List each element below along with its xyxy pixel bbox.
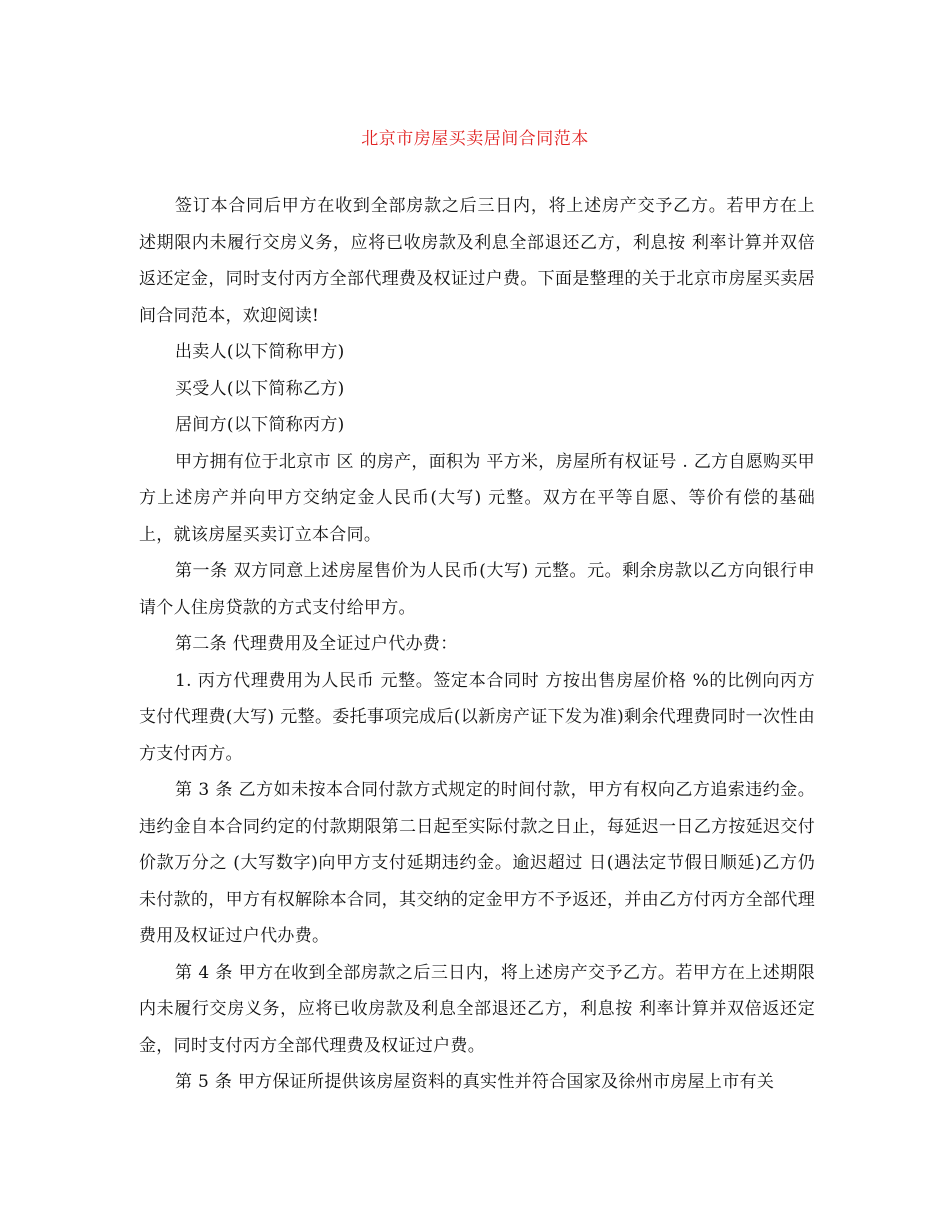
article-4-paragraph: 第 4 条 甲方在收到全部房款之后三日内，将上述房产交予乙方。若甲方在上述期限内未履行交房义务，应将已收房款及利息全部退还乙方，利息按 利率计算并双倍返还定金，同时支付丙方全部代理费及权证过户费。 — [139, 962, 815, 1056]
broker-line: 居间方(以下简称丙方) — [175, 415, 345, 435]
article-1-paragraph: 第一条 双方同意上述房屋售价为人民币(大写) 元整。元。剩余房款以乙方向银行申请个人住房贷款的方式支付给甲方。 — [139, 561, 815, 618]
property-paragraph: 甲方拥有位于北京市 区 的房产，面积为 平方米，房屋所有权证号 . 乙方自愿购买甲方上述房产并向甲方交纳定金人民币(大写) 元整。双方在平等自愿、等价有偿的基础上，就该房屋买卖订立本合同。 — [139, 451, 815, 545]
intro-paragraph: 签订本合同后甲方在收到全部房款之后三日内，将上述房产交予乙方。若甲方在上述期限内未履行交房义务，应将已收房款及利息全部退还乙方，利息按 利率计算并双倍返还定金，同时支付丙方全部代理费及权证过户费。下面是整理的关于北京市房屋买卖居间合同范本，欢迎阅读! — [139, 196, 815, 326]
buyer-line: 买受人(以下简称乙方) — [175, 378, 345, 399]
article-3-paragraph: 第 3 条 乙方如未按本合同付款方式规定的时间付款，甲方有权向乙方追索违约金。违约金自本合同约定的付款期限第二日起至实际付款之日止，每延迟一日乙方按延迟交付价款万分之 (大写数字)向甲方支付延期违约金。逾迟超过 日(遇法定节假日顺延)乙方仍未付款的，甲方有权解除本合同，其交纳的定金甲方不予返还，并由乙方付丙方全部代理费用及权证过户代办费。 — [139, 780, 815, 946]
article-5-paragraph: 第 5 条 甲方保证所提供该房屋资料的真实性并符合国家及徐州市房屋上市有关 — [175, 1072, 775, 1092]
article-2-heading: 第二条 代理费用及全证过户代办费： — [175, 634, 458, 654]
seller-line: 出卖人(以下简称甲方) — [175, 342, 345, 362]
document-body — [139, 188, 815, 1101]
document-title: 北京市房屋买卖居间合同范本 — [361, 129, 589, 149]
article-2-item-1: 1. 丙方代理费用为人民币 元整。签定本合同时 方按出售房屋价格 %的比例向丙方支付代理费(大写) 元整。委托事项完成后(以新房产证下发为准)剩余代理费同时一次性由 方支付丙方。 — [139, 670, 815, 764]
